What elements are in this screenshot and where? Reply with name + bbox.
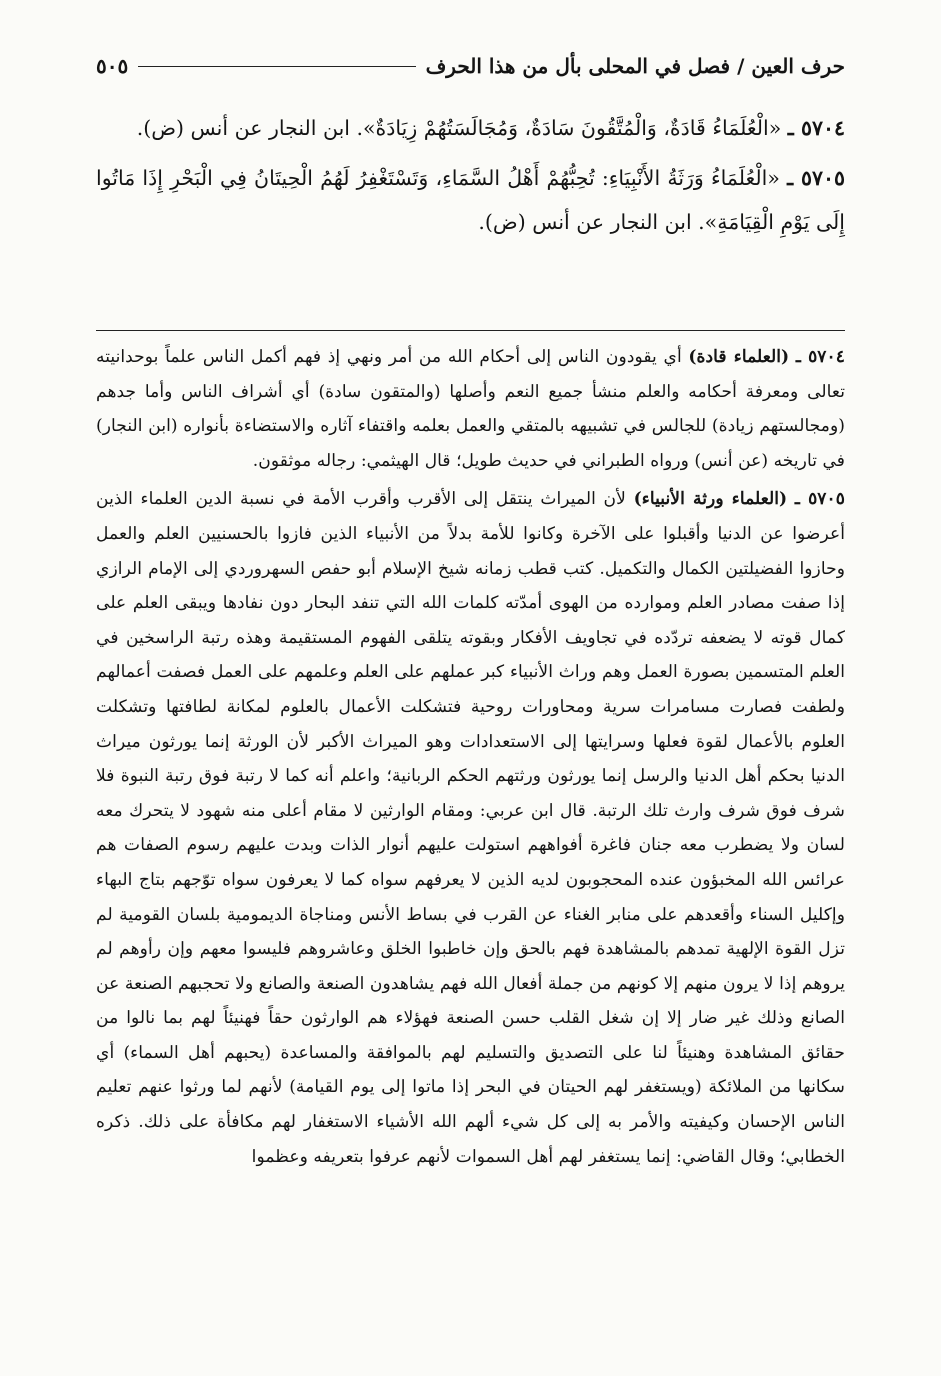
commentary-lead: (العلماء ورثة الأنبياء) — [633, 489, 788, 510]
commentary-entry — [96, 482, 845, 1174]
hadith-number: ٥٧٠٤ ـ — [787, 116, 845, 140]
running-header — [96, 46, 845, 86]
commentary-text: أي يقودون الناس إلى أحكام الله من أمر ونهي إذ فهم أكمل الناس علماً بوحدانيته تعالى ومعرفة أحكامه والعلم منشأ جميع النعم وأصلها (والمتقون سادة) أي أشراف الناس وأما جدهم (ومجالستهم زيادة) للجالس في تشبيهه بالمتقي والعمل بعلمه واقتفاء آثاره والاستضاءة بأنواره (ابن النجار) في تاريخه (عن أنس) ورواه الطبراني في حديث طويل؛ قال الهيثمي: رجاله موثقون. — [96, 347, 845, 471]
commentary-entry — [96, 340, 845, 478]
hadith-entry — [96, 156, 845, 244]
hadith-text: «الْعُلَمَاءُ وَرَثَةُ الأَنْبِيَاءِ: تُحِبُّهُمْ أَهْلُ السَّمَاءِ، وَتَسْتَغْفِرُ لَهُمُ الْحِيتَانُ فِي الْبَحْرِ إِذَا مَاتُوا إِلَى يَوْمِ الْقِيَامَةِ». ابن النجار عن أنس (ض). — [96, 166, 845, 234]
hadith-text: «الْعُلَمَاءُ قَادَةٌ، وَالْمُتَّقُونَ سَادَةٌ، وَمُجَالَسَتُهُمْ زِيَادَةٌ». ابن النجار عن أنس (ض). — [136, 116, 782, 140]
commentary-text: لأن الميراث ينتقل إلى الأقرب وأقرب الأمة في نسبة الدين العلماء الذين أعرضوا عن الدنيا وأقبلوا على الآخرة وكانوا للأمة بدلاً من الأنبياء الذين فازوا بالحسنيين العلم والعمل وحازوا الفضيلتين الكمال والتكميل. كتب قطب زمانه شيخ الإسلام أبو حفص السهروردي إلى الإمام الرازي إذا صفت مصادر العلم وموارده من الهوى أمدّته كلمات الله التي تنفد البحار دون نفادها ويبقى العلم على كمال قوته لا يضعفه تردّده في تجاويف الأفكار وبقوته يتلقى الفهوم المستقيمة وهذه رتبة الراسخين في العلم المتسمين بصورة العمل وهم وراث الأنبياء كبر عملهم على العلم وعلمهم على العمل فصفت أعمالهم ولطفت فصارت مسامرات سرية ومحاورات روحية فتشكلت الأعمال بالعلوم لمكانة لطافتها وتشكلت العلوم بالأعمال لقوة فعلها وسرايتها إلى الاستعدادات وهو الميراث الأكبر لأن الورثة إنما يورثون ميراث الدنيا بحكم أهل الدنيا والرسل إنما يورثون ورثتهم الحكم الربانية؛ واعلم أنه كما لا رتبة فوق رتبة النبوة فلا شرف فوق شرف وارث تلك الرتبة. قال ابن عربي: ومقام الوارثين لا مقام أعلى منه شهود لا يتحرك معه لسان ولا يضطرب معه جنان فاغرة أفواههم استولت عليهم أنوار الذات وبدت عليهم رسوم الصفات هم عرائس الله المخبؤون عنده المحجوبون لديه الذين لا يعرفهم سواه كما لا يعرفون سواه توّجهم بتاج البهاء وإكليل السناء وأقعدهم على منابر الغناء عن القرب في بساط الأنس ومناجاة الديمومية بلسان القومية لم تزل القوة الإلهية تمدهم بالمشاهدة فهم بالحق وإن خاطبوا الخلق وعاشروهم فليسوا معهم وإن رأوهم لم يروهم إذا لا يرون منهم إلا كونهم من جملة أفعال الله فهم يشاهدون الصنعة والصانع ولا تحجبهم الصنعة عن الصانع وذلك غير ضار إلا إن شغل القلب حسن الصنعة فهؤلاء هم الوارثون حقاً فهنيئاً لهم بما نالوا من حقائق المشاهدة وهنيئاً لنا على التصديق والتسليم لهم بالموافقة والمساعدة (يحبهم أهل السماء) أي سكانها من الملائكة (ويستغفر لهم الحيتان في البحر إذا ماتوا إلى يوم القيامة) لأنهم لما ورثوا عنهم تعليم الناس الإحسان وكيفيته والأمر به إلى كل شيء ألهم الله الأشياء الاستغفار لهم مكافأة على ذلك. ذكره الخطابي؛ وقال القاضي: إنما يستغفر لهم أهل السموات لأنهم عرفوا بتعريفه وعظموا — [96, 489, 845, 1167]
hadith-entry — [96, 106, 845, 150]
hadith-text-block — [96, 106, 845, 250]
commentary-block — [96, 340, 845, 1178]
chapter-title: حرف العين / فصل في المحلى بأل من هذا الحرف — [425, 54, 845, 78]
header-rule — [138, 66, 415, 67]
commentary-number: ٥٧٠٥ ـ — [794, 489, 846, 510]
commentary-number: ٥٧٠٤ ـ — [795, 347, 846, 367]
commentary-lead: (العلماء قادة) — [688, 347, 790, 367]
page-number: ٥٠٥ — [96, 54, 129, 78]
footnote-separator — [96, 330, 845, 331]
hadith-number: ٥٧٠٥ ـ — [787, 166, 845, 190]
